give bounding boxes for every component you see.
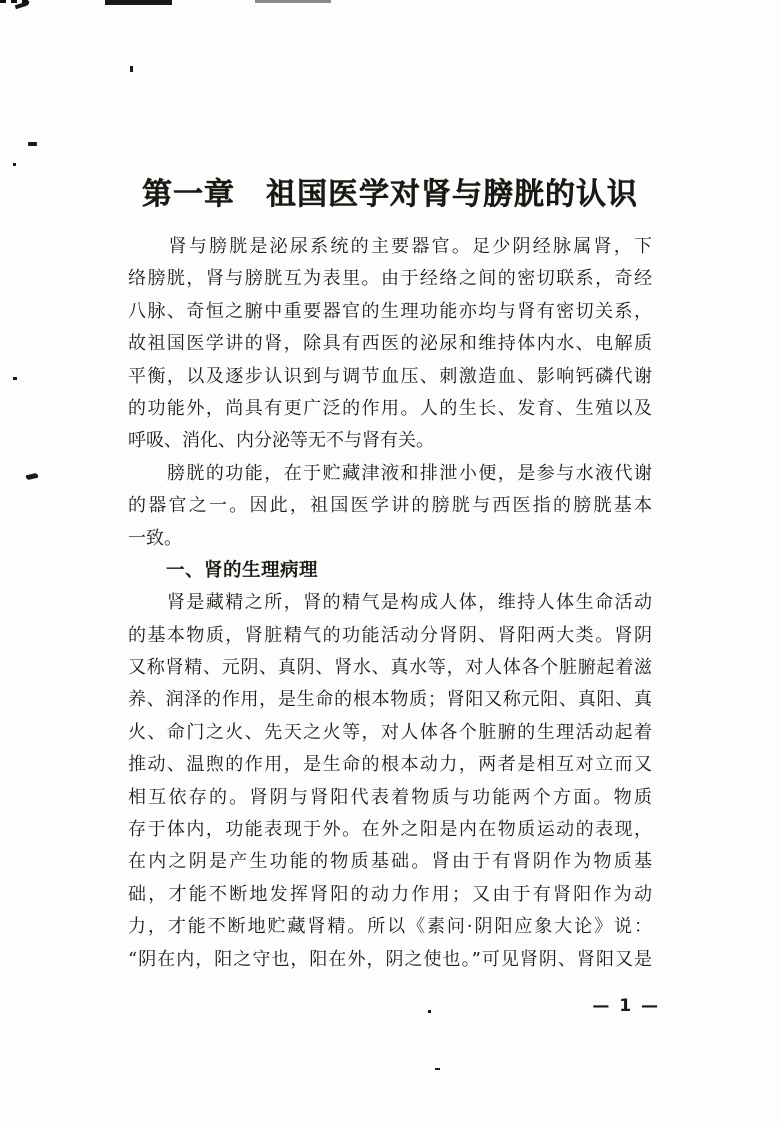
text-line: 膀胱的功能，在于贮藏津液和排泄小便，是参与水液代谢 <box>128 462 652 484</box>
text-line: 相互依存的。肾阴与肾阳代表着物质与功能两个方面。物质 <box>128 786 652 808</box>
text-line: 肾与膀胱是泌尿系统的主要器官。足少阴经脉属肾，下 <box>128 236 652 257</box>
scan-artifact <box>435 1068 440 1070</box>
text-line: 肾是藏精之所，肾的精气是构成人体，维持人体生命活动 <box>128 592 652 614</box>
text-line: 呼吸、消化、内分泌等无不与肾有关。 <box>128 430 434 452</box>
scan-artifact <box>255 0 331 3</box>
text-line: 的器官之一。因此，祖国医学讲的膀胱与西医指的膀胱基本 <box>128 495 652 517</box>
text-line: 一致。 <box>128 527 182 549</box>
text-line: 又称肾精、元阴、真阴、肾水、真水等，对人体各个脏腑起着滋 <box>128 657 652 679</box>
scan-artifact <box>28 142 37 146</box>
scan-artifact <box>26 473 39 481</box>
text-line: 在内之阴是产生功能的物质基础。肾由于有肾阴作为物质基 <box>128 851 652 873</box>
scan-artifact <box>130 66 133 72</box>
text-line: 络膀胱，肾与膀胱互为表里。由于经络之间的密切联系，奇经 <box>128 268 652 290</box>
text-line: 八脉、奇恒之腑中重要器官的生理功能亦均与肾有密切关系， <box>128 300 652 322</box>
text-line: 火、命门之火、先天之火等，对人体各个脏腑的生理活动起着 <box>128 721 652 743</box>
text-line: 的基本物质，肾脏精气的功能活动分肾阴、肾阳两大类。肾阴 <box>128 624 652 646</box>
text-line: 故祖国医学讲的肾，除具有西医的泌尿和维持体内水、电解质 <box>128 333 652 355</box>
chapter-title: 第一章 祖国医学对肾与膀胱的认识 <box>142 177 638 212</box>
text-line: “阴在内，阳之守也，阳在外，阴之使也。”可见肾阴、肾阳又是 <box>128 948 652 970</box>
scan-artifact <box>105 0 172 5</box>
page-number: — 1 — <box>592 996 660 1016</box>
text-line: 平衡，以及逐步认识到与调节血压、刺激造血、影响钙磷代谢 <box>128 365 652 387</box>
section-heading: 一、肾的生理病理 <box>128 559 319 581</box>
text-line: 础，才能不断地发挥肾阳的动力作用；又由于有肾阳作为动 <box>128 883 652 905</box>
text-line: 力，才能不断地贮藏肾精。所以《素问·阴阳应象大论》说： <box>128 916 652 938</box>
text-line: 存于体内，功能表现于外。在外之阳是内在物质运动的表现， <box>128 819 652 841</box>
text-line: 推动、温煦的作用，是生命的根本动力，两者是相互对立而又 <box>128 754 652 776</box>
text-line: 的功能外，尚具有更广泛的作用。人的生长、发育、生殖以及 <box>128 397 652 419</box>
text-lines <box>128 231 652 976</box>
text-line: 养、润泽的作用，是生命的根本物质；肾阳又称元阳、真阳、真 <box>128 689 652 711</box>
scan-artifact <box>13 377 17 380</box>
scan-artifact <box>13 163 16 166</box>
